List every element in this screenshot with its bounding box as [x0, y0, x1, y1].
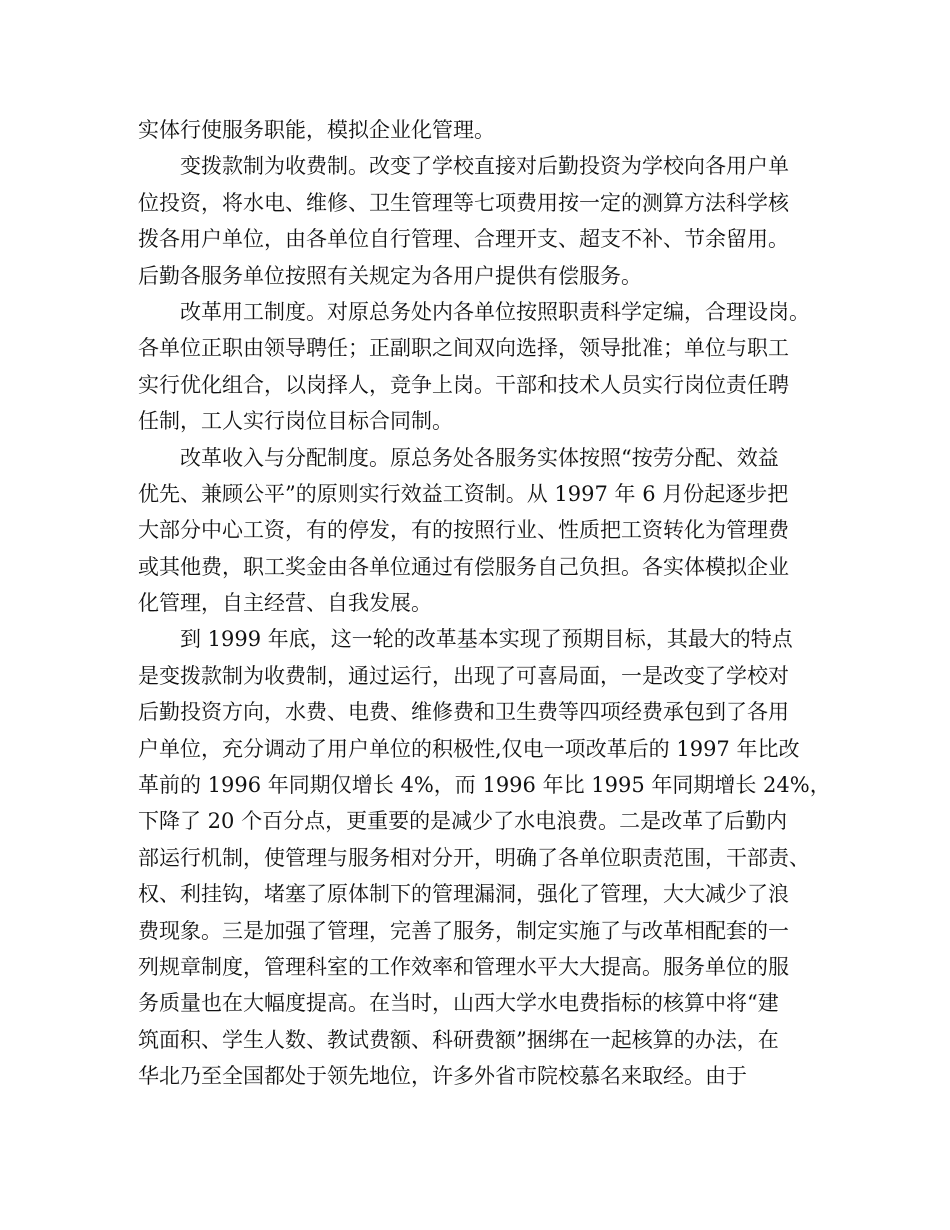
- text-line: 华北乃至全国都处于领先地位，许多外省市院校慕名来取经。由于: [138, 1064, 747, 1089]
- text-line: 权、利挂钩，堵塞了原体制下的管理漏洞，强化了管理，大大减少了浪: [138, 882, 789, 907]
- paragraph-start-line: 改革用工制度。对原总务处内各单位按照职责科学定编，合理设岗。: [180, 299, 810, 324]
- text-line: 费现象。三是加强了管理，完善了服务，制定实施了与改革相配套的一: [138, 918, 789, 943]
- text-line: 列规章制度，管理科室的工作效率和管理水平大大提高。服务单位的服: [138, 954, 789, 979]
- text-line: 优先、兼顾公平”的原则实行效益工资制。从 1997 年 6 月份起逐步把: [138, 481, 789, 506]
- text-line: 后勤各服务单位按照有关规定为各用户提供有偿服务。: [138, 263, 642, 288]
- text-line: 是变拨款制为收费制，通过运行，出现了可喜局面，一是改变了学校对: [138, 663, 789, 688]
- text-line: 化管理，自主经营、自我发展。: [138, 591, 432, 616]
- text-line: 后勤投资方向，水费、电费、维修费和卫生费等四项经费承包到了各用: [138, 700, 789, 725]
- text-line: 实体行使服务职能，模拟企业化管理。: [138, 118, 495, 142]
- text-line: 各单位正职由领导聘任；正副职之间双向选择，领导批准；单位与职工: [138, 336, 789, 361]
- text-line: 下降了 20 个百分点，更重要的是减少了水电浪费。二是改革了后勤内: [138, 809, 788, 834]
- text-line: 务质量也在大幅度提高。在当时，山西大学水电费指标的核算中将“建: [138, 991, 779, 1016]
- paragraph-start-line: 变拨款制为收费制。改变了学校直接对后勤投资为学校向各用户单: [180, 154, 789, 179]
- text-line: 部运行机制，使管理与服务相对分开，明确了各单位职责范围，干部责、: [138, 845, 810, 870]
- text-line: 任制，工人实行岗位目标合同制。: [138, 409, 453, 434]
- text-line: 革前的 1996 年同期仅增长 4%，而 1996 年比 1995 年同期增长 24%，: [138, 773, 831, 798]
- text-line: 实行优化组合，以岗择人，竞争上岗。干部和技术人员实行岗位责任聘: [138, 372, 789, 397]
- text-line: 位投资，将水电、维修、卫生管理等七项费用按一定的测算方法科学核: [138, 190, 789, 215]
- paragraph-start-line: 改革收入与分配制度。原总务处各服务实体按照“按劳分配、效益: [180, 445, 779, 470]
- text-line: 或其他费，职工奖金由各单位通过有偿服务自己负担。各实体模拟企业: [138, 554, 789, 579]
- text-line: 户单位，充分调动了用户单位的积极性,仅电一项改革后的 1997 年比改: [138, 736, 800, 761]
- body-text: [138, 112, 838, 1095]
- text-line: 拨各用户单位，由各单位自行管理、合理开支、超支不补、节余留用。: [138, 227, 789, 252]
- text-line: 大部分中心工资，有的停发，有的按照行业、性质把工资转化为管理费: [138, 518, 789, 543]
- text-line: 筑面积、学生人数、教试费额、科研费额”捆绑在一起核算的办法，在: [138, 1027, 779, 1052]
- paragraph-start-line: 到 1999 年底，这一轮的改革基本实现了预期目标，其最大的特点: [180, 627, 793, 652]
